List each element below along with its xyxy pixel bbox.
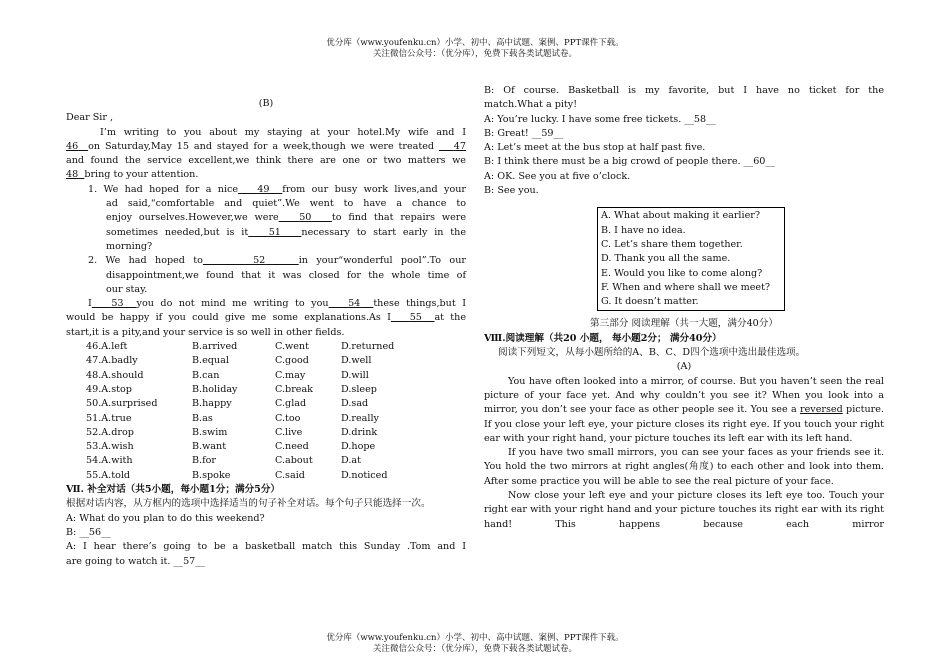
option[interactable]: B.equal <box>192 355 229 367</box>
blank-52[interactable]: 52 <box>253 255 266 267</box>
letter-p1-line4: 48 bring to your attention. <box>66 169 199 181</box>
blank-51[interactable]: 51 <box>268 226 281 238</box>
option[interactable]: D.will <box>341 369 369 381</box>
option[interactable]: C.too <box>275 412 301 424</box>
p1-line1: I’m writing to you about my staying at your hotel.My wife and I <box>100 126 466 138</box>
letter-salutation: Dear Sir , <box>66 112 114 124</box>
blank-47[interactable]: 47 <box>453 140 466 152</box>
section8-instruction: 阅读下列短文，从每小题所给的A、B、C、D四个选项中选出最佳选项。 <box>498 347 806 359</box>
blank-50[interactable]: 50 <box>299 212 312 224</box>
choice-item[interactable]: B. I have no idea. <box>601 224 686 236</box>
option[interactable]: 51.A.true <box>86 412 132 424</box>
option[interactable]: D.well <box>341 355 372 367</box>
option[interactable]: C.went <box>275 341 309 353</box>
letter-section-label: (B) <box>258 98 274 109</box>
option[interactable]: 48.A.should <box>86 369 144 381</box>
dialog-line: A: You’re lucky. I have some free tickets. __58__ <box>484 113 716 125</box>
option[interactable]: 47.A.badly <box>86 355 138 367</box>
right-column <box>484 84 884 532</box>
item-1-line2: ad said,“comfortable and quiet”.We went to have a chance to <box>106 198 466 210</box>
choices-box <box>597 207 785 311</box>
dialog-line: A: I hear there’s going to be a basketball match this Sunday .Tom and I <box>66 541 466 553</box>
letter-p3-line3: start,it is a pity,and your service is so well in other fields. <box>66 326 345 338</box>
option[interactable]: C.said <box>275 469 305 481</box>
dialog-line: A: Let’s meet at the bus stop at half past five. <box>484 142 706 154</box>
header-line-1: 优分库（www.youfenku.cn）小学、初中、高中试题、案例、PPT课件下载。 <box>326 38 624 48</box>
option-row <box>86 426 466 440</box>
blank-55[interactable]: 55 <box>409 312 422 324</box>
option[interactable]: D.returned <box>341 341 395 353</box>
choice-item[interactable]: A. What about making it earlier? <box>601 210 760 222</box>
option[interactable]: B.for <box>192 455 217 467</box>
item-2-line3: our stay. <box>106 283 148 295</box>
option[interactable]: 52.A.drop <box>86 426 134 438</box>
passage-paragraph-3: Now close your left eye and your picture closes its left eye too. Touch your right ear with your right hand and your picture touches its right ear with its right hand! This happens because each mirror <box>484 490 884 530</box>
option[interactable]: D.at <box>341 455 361 467</box>
dialog-line: B: See you. <box>484 185 539 197</box>
option[interactable]: 53.A.wish <box>86 441 134 453</box>
blank-49[interactable]: 49 <box>257 183 270 195</box>
dialog-line: A: What do you plan to do this weekend? <box>66 512 265 524</box>
passage-paragraph-2: If you have two small mirrors, you can see your faces as your friends see it. You hold the two mirrors at right angles(角度) to each other and look into them. After some practice you will be able to see the real picture of your face. <box>484 447 884 487</box>
option[interactable]: D.sad <box>341 398 369 410</box>
option[interactable]: B.swim <box>192 426 228 438</box>
option-row <box>86 397 466 411</box>
letter-p3-line2: would be happy if you could give me some explanations.As I 55 at the <box>66 312 467 324</box>
item-2-line2: disappointment,we found that it was closed for the whole time of <box>106 269 466 281</box>
letter-paragraph-1 <box>66 126 466 140</box>
dialog-line: are going to watch it. __57__ <box>66 555 205 567</box>
item-1-line1: 1. We had hoped for a nice 49 from our busy work lives,and your <box>88 183 466 195</box>
dialog-line: B: Great! __59__ <box>484 127 564 139</box>
option[interactable]: C.good <box>275 355 309 367</box>
option[interactable]: 55.A.told <box>86 469 131 481</box>
header-line-2: 关注微信公众号：（优分库），免费下载各类试题试卷。 <box>372 49 577 59</box>
blank-46[interactable]: 46 <box>66 140 79 152</box>
dialog-line: B: __56__ <box>66 526 111 538</box>
choice-item[interactable]: F. When and where shall we meet? <box>601 281 771 293</box>
item-2-line1: 2. We had hoped to 52 in your“wonderful pool”.To our <box>88 255 466 267</box>
option-row <box>86 340 466 354</box>
underlined-word-reversed: reversed <box>800 404 843 416</box>
blank-48[interactable]: 48 <box>66 169 79 181</box>
part3-title: 第三部分 阅读理解（共一大题，满分40分） <box>590 318 778 330</box>
option[interactable]: 50.A.surprised <box>86 398 158 410</box>
passage-label: (A) <box>676 361 692 373</box>
option[interactable]: B.arrived <box>192 341 238 353</box>
option-row <box>86 469 466 483</box>
blank-54[interactable]: 54 <box>348 298 361 310</box>
option[interactable]: D.hope <box>341 441 376 453</box>
option[interactable]: B.spoke <box>192 469 231 481</box>
option-row <box>86 354 466 368</box>
option[interactable]: D.sleep <box>341 383 377 395</box>
choice-item[interactable]: E. Would you like to come along? <box>601 267 763 279</box>
choice-item[interactable]: G. It doesn’t matter. <box>601 296 699 308</box>
option[interactable]: C.live <box>275 426 303 438</box>
item-1-line5: morning? <box>106 240 153 252</box>
dialog-line: match.What a pity! <box>484 99 578 111</box>
option[interactable]: B.can <box>192 369 220 381</box>
letter-p3-line1: I 53 you do not mind me writing to you 54 these things,but I <box>88 298 466 310</box>
option[interactable]: B.happy <box>192 398 232 410</box>
option-row <box>86 369 466 383</box>
option[interactable]: D.drink <box>341 426 378 438</box>
item-1-line3: enjoy ourselves.However,we were 50 to find that repairs were <box>106 212 467 224</box>
option[interactable]: B.holiday <box>192 383 238 395</box>
option[interactable]: D.noticed <box>341 469 388 481</box>
option[interactable]: C.break <box>275 383 313 395</box>
item-1-line4: sometimes needed,but is it 51 necessary to start early in the <box>106 226 466 238</box>
page-footer <box>0 633 950 655</box>
choice-item[interactable]: C. Let’s share them together. <box>601 238 743 250</box>
left-column <box>66 97 466 569</box>
letter-p1-line2: 46 on Saturday,May 15 and stayed for a week,though we were treated 47 <box>66 140 466 152</box>
letter-p1-line3: and found the service excellent,we think there are one or two matters we <box>66 155 466 167</box>
option[interactable]: C.about <box>275 455 313 467</box>
option[interactable]: B.as <box>192 412 213 424</box>
option[interactable]: C.glad <box>275 398 307 410</box>
dialog-line: A: OK. See you at five o’clock. <box>484 170 631 182</box>
section7-title: Ⅶ. 补全对话（共5小题，每小题1分；满分5分） <box>66 484 281 496</box>
blank-53[interactable]: 53 <box>111 298 124 310</box>
option-row <box>86 412 466 426</box>
dialog-line: B: Of course. Basketball is my favorite, but I have no ticket for the <box>484 85 884 96</box>
footer-line-2: 关注微信公众号：（优分库），免费下载各类试题试卷。 <box>372 644 577 654</box>
passage-paragraph-1: You have often looked into a mirror, of course. But you haven’t seen the real picture of your face yet. And why couldn’t you see it? When you look into a mirror, you don’t see your face as other people see it. You see a reversed picture. If you close your left eye, your picture closes its right eye. If you touch your right ear with your right hand, your picture touches its left ear with its left hand. <box>484 375 884 444</box>
option[interactable]: D.really <box>341 412 379 424</box>
choice-item[interactable]: D. Thank you all the same. <box>601 253 731 265</box>
option[interactable]: C.may <box>275 369 306 381</box>
option-row <box>86 454 466 468</box>
footer-line-1: 优分库（www.youfenku.cn）小学、初中、高中试题、案例、PPT课件下载。 <box>326 633 624 643</box>
option[interactable]: 54.A.with <box>86 455 133 467</box>
option[interactable]: 49.A.stop <box>86 383 132 395</box>
option-row <box>86 440 466 454</box>
options-table <box>66 340 466 483</box>
section7-instruction: 根据对话内容，从方框内的选项中选择适当的句子补全对话。每个句子只能选择一次。 <box>66 498 431 510</box>
section8-title: Ⅷ.阅读理解（共20 小题， 每小题2分； 满分40分） <box>484 332 722 344</box>
option[interactable]: C.need <box>275 441 309 453</box>
option[interactable]: B.want <box>192 441 227 453</box>
option-row <box>86 383 466 397</box>
dialog-line: B: I think there must be a big crowd of people there. __60__ <box>484 156 775 168</box>
option[interactable]: 46.A.left <box>86 341 128 353</box>
page-header <box>0 38 950 60</box>
